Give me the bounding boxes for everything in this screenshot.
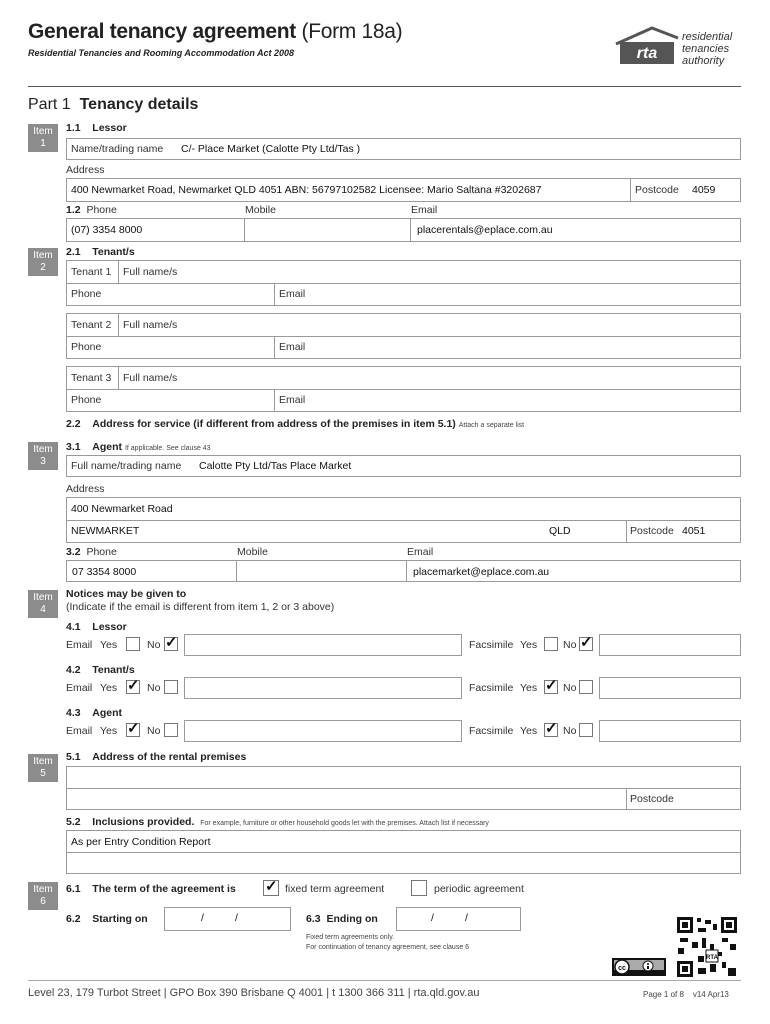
- email-label: Email: [66, 725, 93, 737]
- start-heading: [66, 913, 148, 925]
- form-title-main: General tenancy agreement: [28, 20, 296, 43]
- lessor-phone-value: (07) 3354 8000: [71, 224, 143, 236]
- agent-email-yes-checkbox[interactable]: [126, 720, 140, 737]
- check-icon: ✓: [265, 878, 278, 895]
- continuation-note: For continuation of tenancy agreement, see clause 6: [306, 944, 470, 951]
- email-label: Email: [66, 682, 93, 694]
- agent-name-field[interactable]: [66, 455, 741, 477]
- agent-state: QLD: [549, 525, 571, 537]
- divider: [67, 336, 740, 337]
- yes-label: Yes: [100, 639, 118, 651]
- lessor-address-value: 400 Newmarket Road, Newmarket QLD 4051 ABN: 56797102582 Licensee: Mario Saltana #3202687: [71, 184, 542, 196]
- yes-label: Yes: [520, 682, 538, 694]
- field-label: Name/trading name: [71, 143, 164, 155]
- premises-heading: [66, 751, 246, 763]
- page-number: [643, 990, 729, 999]
- divider: [406, 561, 407, 581]
- section-number: 1.1: [66, 122, 81, 134]
- form-title: [28, 20, 402, 44]
- section-title: Ending on: [326, 913, 378, 925]
- tenants-fax-no-checkbox[interactable]: [579, 680, 593, 694]
- agent-fax-field[interactable]: [599, 720, 741, 742]
- inclusions-note: For example, furniture or other household goods let with the premises. Attach list if necessary: [200, 820, 489, 827]
- inclusions-value: As per Entry Condition Report: [71, 836, 211, 848]
- agent-contact-field[interactable]: [66, 560, 741, 582]
- section-number: 6.3: [306, 913, 321, 925]
- item-tag-number: 4: [40, 604, 46, 615]
- lessor-address-field[interactable]: [66, 178, 741, 202]
- lessor-contact-field[interactable]: [66, 218, 741, 242]
- item-3-tag: [28, 442, 58, 470]
- notices-heading: [66, 588, 186, 600]
- date-separator: /: [235, 912, 238, 924]
- postcode-label: Postcode: [635, 184, 679, 196]
- divider: [274, 389, 275, 411]
- agent-name-value: Calotte Pty Ltd/Tas Place Market: [199, 460, 352, 472]
- section-title: Tenant/s: [92, 664, 135, 676]
- tenants-email-no-checkbox[interactable]: [164, 680, 178, 694]
- lessor-email-yes-checkbox[interactable]: [126, 637, 140, 651]
- header-divider: [28, 86, 741, 87]
- date-separator: /: [201, 912, 204, 924]
- item-tag-label: Item: [33, 126, 53, 137]
- inclusions-heading: [66, 816, 489, 828]
- qr-label: RTA: [706, 955, 718, 961]
- item-tag-label: Item: [33, 250, 53, 261]
- notices-agent-heading: [66, 707, 122, 719]
- section-number: 2.1: [66, 246, 81, 258]
- phone-label: Phone: [86, 204, 117, 216]
- postcode-label: Postcode: [630, 793, 674, 805]
- rta-logo-text: [682, 31, 732, 67]
- section-number: 6.2: [66, 913, 81, 925]
- tenants-heading: [66, 246, 135, 258]
- item-tag-label: Item: [33, 592, 53, 603]
- section-title: Notices may be given to: [66, 588, 187, 600]
- lessor-fax-yes-checkbox[interactable]: [544, 637, 558, 651]
- tenant-label: Tenant 3: [71, 372, 112, 384]
- section-number: 5.2: [66, 816, 81, 828]
- section-number: 3.1: [66, 441, 81, 453]
- section-title: Address of the rental premises: [92, 751, 247, 763]
- no-label: No: [563, 682, 577, 694]
- agent-postcode-value: 4051: [682, 525, 706, 537]
- item-4-tag: [28, 590, 58, 618]
- item-tag-number: 6: [40, 896, 46, 907]
- creative-commons-icon: [612, 958, 666, 976]
- fax-label: Facsimile: [469, 682, 514, 694]
- part-title: Tenancy details: [79, 96, 199, 113]
- divider: [67, 389, 740, 390]
- act-name: Residential Tenancies and Rooming Accommodation Act 2008: [28, 48, 295, 58]
- divider: [410, 219, 411, 241]
- service-note: Attach a separate list: [458, 422, 525, 429]
- section-number: 4.1: [66, 621, 81, 633]
- fax-label: Facsimile: [469, 639, 514, 651]
- mobile-label: Mobile: [245, 204, 276, 216]
- lessor-postcode-value: 4059: [692, 184, 716, 196]
- mobile-label: Mobile: [237, 546, 268, 558]
- divider: [274, 283, 275, 305]
- check-icon: ✓: [545, 720, 558, 737]
- version-label: v14 Apr13: [692, 990, 729, 999]
- footer-divider: [28, 980, 741, 981]
- section-number: 3.2: [66, 546, 81, 558]
- part-prefix: Part 1: [28, 96, 71, 113]
- lessor-name-value: C/- Place Market (Calotte Pty Ltd/Tas ): [181, 143, 361, 155]
- postcode-label: Postcode: [630, 525, 674, 537]
- term-heading: [66, 883, 236, 895]
- notices-subheading: (Indicate if the email is different from item 1, 2 or 3 above): [66, 601, 335, 613]
- agent-phone-value: 07 3354 8000: [72, 566, 137, 578]
- check-icon: ✓: [545, 677, 558, 694]
- section-title: Inclusions provided.: [92, 816, 195, 828]
- item-tag-label: Item: [33, 756, 53, 767]
- email-label: Email: [66, 639, 93, 651]
- divider: [626, 520, 627, 542]
- section-number: 1.2: [66, 204, 81, 216]
- lessor-contact-heading: [66, 204, 117, 216]
- divider: [626, 788, 627, 809]
- check-icon: ✓: [127, 677, 140, 694]
- form-number: (Form 18a): [301, 20, 403, 43]
- tenant-label: Tenant 2: [71, 319, 112, 331]
- qr-code-icon: [676, 916, 738, 978]
- section-title: Lessor: [92, 621, 127, 633]
- phone-label: Phone: [86, 546, 117, 558]
- divider: [118, 261, 119, 283]
- part-heading: [28, 96, 198, 114]
- no-label: No: [147, 725, 161, 737]
- check-icon: ✓: [580, 634, 593, 651]
- agent-suburb: NEWMARKET: [71, 525, 140, 537]
- svg-text:cc: cc: [618, 965, 626, 972]
- lessor-name-field[interactable]: [66, 138, 741, 160]
- divider: [67, 852, 740, 853]
- agent-address-field[interactable]: [66, 497, 741, 543]
- fixed-term-checkbox[interactable]: [263, 880, 279, 896]
- lessor-heading: [66, 122, 127, 134]
- lessor-email-field[interactable]: [184, 634, 462, 656]
- section-number: 4.2: [66, 664, 81, 676]
- item-tag-label: Item: [33, 444, 53, 455]
- section-title: Tenant/s: [92, 246, 135, 258]
- agent-address-line1: 400 Newmarket Road: [71, 503, 173, 515]
- notices-tenants-heading: [66, 664, 135, 676]
- field-label: Full name/trading name: [71, 460, 182, 472]
- divider: [630, 179, 631, 201]
- footer-address: Level 23, 179 Turbot Street | GPO Box 390 Brisbane Q 4001 | t 1300 366 311 | rta.qld.gov.au: [28, 987, 480, 999]
- agent-email-no-checkbox[interactable]: [164, 723, 178, 737]
- premises-address-field[interactable]: [66, 766, 741, 810]
- email-label: Email: [279, 341, 306, 353]
- agent-fax-yes-checkbox[interactable]: [544, 720, 558, 737]
- item-tag-number: 3: [40, 456, 46, 467]
- agent-email-field[interactable]: [184, 720, 462, 742]
- lessor-fax-field[interactable]: [599, 634, 741, 656]
- agent-fax-no-checkbox[interactable]: [579, 723, 593, 737]
- fax-label: Facsimile: [469, 725, 514, 737]
- email-label: Email: [279, 288, 306, 300]
- agent-note: If applicable. See clause 43: [124, 445, 211, 452]
- phone-label: Phone: [71, 341, 102, 353]
- item-tag-number: 1: [40, 138, 46, 149]
- no-label: No: [147, 639, 161, 651]
- section-title: The term of the agreement is: [92, 883, 236, 895]
- full-name-label: Full name/s: [123, 319, 178, 331]
- periodic-checkbox[interactable]: [411, 880, 427, 896]
- phone-label: Phone: [71, 394, 102, 406]
- section-number: 4.3: [66, 707, 81, 719]
- fixed-term-note: Fixed term agreements only.: [306, 934, 395, 941]
- tenant-label: Tenant 1: [71, 266, 112, 278]
- item-6-tag: [28, 882, 58, 910]
- no-label: No: [147, 682, 161, 694]
- rta-logo-line2: tenancies: [682, 43, 730, 55]
- end-heading: [306, 913, 378, 925]
- divider: [67, 283, 740, 284]
- tenant-1-block[interactable]: [66, 260, 741, 306]
- lessor-email-value: placerentals@eplace.com.au: [417, 224, 553, 236]
- lessor-fax-no-checkbox[interactable]: [579, 634, 593, 651]
- check-icon: ✓: [127, 720, 140, 737]
- tenant-2-block[interactable]: [66, 313, 741, 359]
- item-1-tag: [28, 124, 58, 152]
- no-label: No: [563, 725, 577, 737]
- no-label: No: [563, 639, 577, 651]
- section-title: Agent: [92, 707, 123, 719]
- section-number: 6.1: [66, 883, 81, 895]
- rta-logo-line1: residential: [682, 31, 733, 43]
- notices-lessor-heading: [66, 621, 127, 633]
- full-name-label: Full name/s: [123, 372, 178, 384]
- lessor-email-no-checkbox[interactable]: [164, 634, 178, 651]
- date-separator: /: [431, 912, 434, 924]
- rta-logo-icon: [612, 24, 682, 70]
- service-address-heading: [66, 418, 524, 430]
- email-label: Email: [407, 546, 434, 558]
- yes-label: Yes: [100, 682, 118, 694]
- section-title: Address for service (if different from address of the premises in item 5.1): [92, 418, 456, 430]
- item-2-tag: [28, 248, 58, 276]
- section-number: 2.2: [66, 418, 81, 430]
- lessor-address-label: Address: [66, 164, 105, 176]
- full-name-label: Full name/s: [123, 266, 178, 278]
- rta-logo-mark: rta: [636, 45, 658, 62]
- item-tag-number: 2: [40, 262, 46, 273]
- fixed-term-label: fixed term agreement: [285, 883, 385, 895]
- agent-address-label: Address: [66, 483, 105, 495]
- periodic-label: periodic agreement: [434, 883, 524, 895]
- item-tag-label: Item: [33, 884, 53, 895]
- section-number: 5.1: [66, 751, 81, 763]
- end-date-field[interactable]: [396, 907, 521, 931]
- date-separator: /: [465, 912, 468, 924]
- item-5-tag: [28, 754, 58, 782]
- item-tag-number: 5: [40, 768, 46, 779]
- tenants-email-field[interactable]: [184, 677, 462, 699]
- divider: [67, 520, 740, 521]
- yes-label: Yes: [520, 725, 538, 737]
- divider: [118, 367, 119, 389]
- agent-heading: [66, 441, 211, 453]
- rta-logo-line3: authority: [682, 55, 725, 67]
- yes-label: Yes: [100, 725, 118, 737]
- check-icon: ✓: [165, 634, 178, 651]
- phone-label: Phone: [71, 288, 102, 300]
- section-title: Lessor: [92, 122, 127, 134]
- divider: [244, 219, 245, 241]
- section-title: Starting on: [92, 913, 148, 925]
- start-date-field[interactable]: [164, 907, 291, 931]
- agent-contact-heading: [66, 546, 117, 558]
- tenants-fax-yes-checkbox[interactable]: [544, 677, 558, 694]
- agent-email-value: placemarket@eplace.com.au: [413, 566, 550, 578]
- divider: [274, 336, 275, 358]
- email-label: Email: [279, 394, 306, 406]
- tenants-email-yes-checkbox[interactable]: [126, 677, 140, 694]
- divider: [236, 561, 237, 581]
- tenants-fax-field[interactable]: [599, 677, 741, 699]
- email-label: Email: [411, 204, 438, 216]
- divider: [118, 314, 119, 336]
- divider: [67, 788, 740, 789]
- tenant-3-block[interactable]: [66, 366, 741, 412]
- page-label: Page 1 of 8: [643, 990, 684, 999]
- yes-label: Yes: [520, 639, 538, 651]
- inclusions-field[interactable]: [66, 830, 741, 874]
- section-title: Agent: [92, 441, 123, 453]
